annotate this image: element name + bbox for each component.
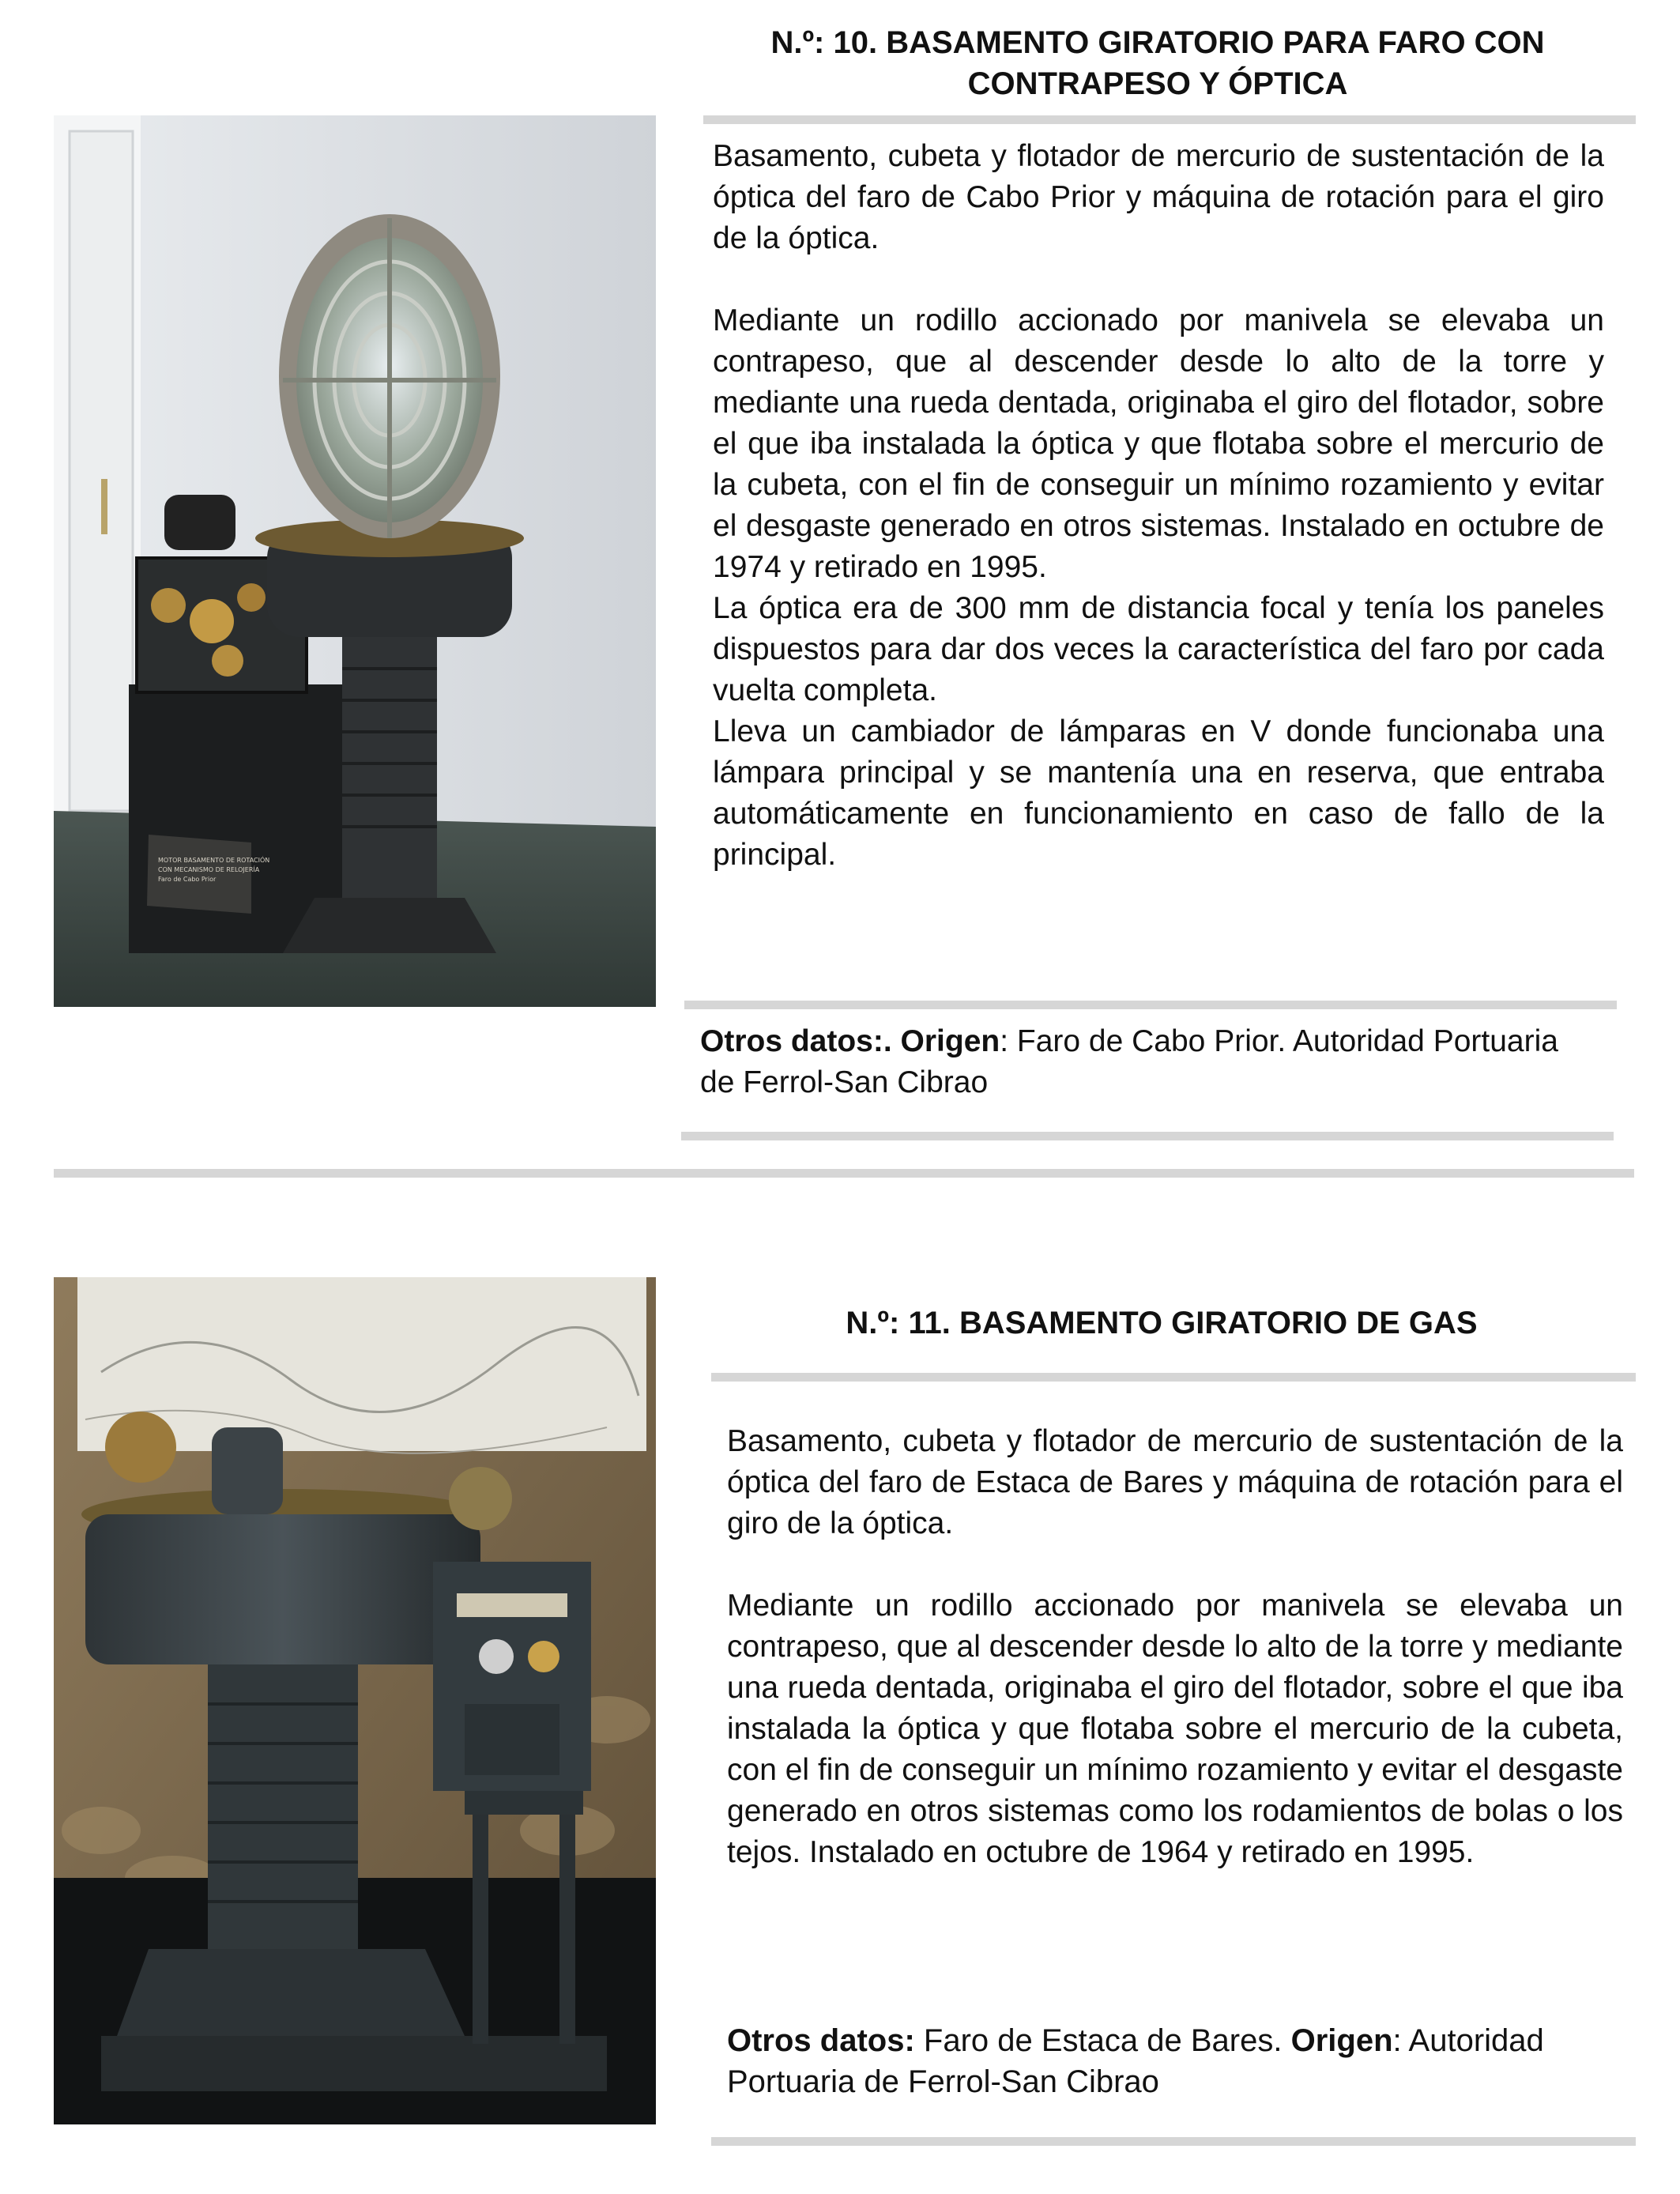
- item10-title-line1: N.º: 10. BASAMENTO GIRATORIO PARA FARO CON: [770, 25, 1545, 60]
- item10-description: [713, 136, 1604, 876]
- plaque-line-1: MOTOR BASAMENTO DE ROTACIÓN: [158, 857, 270, 864]
- item11-photo: [54, 1277, 656, 2124]
- item10-paragraph-3: La óptica era de 300 mm de distancia focal y tenía los paneles dispuestos para dar dos veces la característica del faro por cada vuelta completa.: [713, 591, 1604, 707]
- item11-paragraph-1: Basamento, cubeta y flotador de mercurio de sustentación de la óptica del faro de Estaca de Bares y máquina de rotación para el giro de la óptica.: [727, 1424, 1623, 1540]
- section-divider: [54, 1169, 1634, 1178]
- item10-origin-label: Origen: [900, 1024, 1000, 1058]
- item10-foot-rule-bottom: [681, 1132, 1614, 1140]
- item10-other-data-sep: .: [883, 1024, 901, 1058]
- gas-rotation-base-photo: [54, 1277, 656, 2124]
- item11-title-rule: [711, 1373, 1636, 1382]
- item10-paragraph-1: Basamento, cubeta y flotador de mercurio de sustentación de la óptica del faro de Cabo Prior y máquina de rotación para el giro de la óptica.: [713, 139, 1604, 255]
- item10-foot-rule-top: [684, 1001, 1617, 1009]
- item10-photo: [54, 115, 656, 1007]
- item10-paragraph-4: Lleva un cambiador de lámparas en V donde funcionaba una lámpara principal y se mantenía una en reserva, que entraba automáticamente en funcionamiento en caso de fallo de la principal.: [713, 714, 1604, 872]
- item11-title: N.º: 11. BASAMENTO GIRATORIO DE GAS: [846, 1306, 1478, 1340]
- item10-other-data-label: Otros datos:: [700, 1024, 883, 1058]
- item10-origin-text: : Faro de Cabo Prior. Autoridad Portuaria de Ferrol-San Cibrao: [700, 1024, 1558, 1099]
- lighthouse-optic-photo: [54, 115, 656, 1007]
- item10-paragraph-2: Mediante un rodillo accionado por manivela se elevaba un contrapeso, que al descender desde lo alto de la torre y mediante una rueda dentada, originaba el giro del flotador, sobre el que iba instalada la óptica y que flotaba sobre el mercurio de la cubeta, con el fin de conseguir un mínimo rozamiento y evitar el desgaste generado en otros sistemas. Instalado en octubre de 1974 y retirado en 1995.: [713, 303, 1604, 584]
- item11-origin-label: Origen: [1290, 2023, 1393, 2058]
- plaque-line-2: CON MECANISMO DE RELOJERÍA: [158, 866, 260, 873]
- item11-paragraph-2: Mediante un rodillo accionado por manivela se elevaba un contrapeso, que al descender desde lo alto de la torre y mediante una rueda dentada, originaba el giro del flotador, sobre el que iba instalada la óptica y que flotaba sobre el mercurio de la cubeta, con el fin de conseguir un mínimo rozamiento y evitar el desgaste generado en otros sistemas como los rodamientos de bolas o los tejos. Instalado en octubre de 1964 y retirado en 1995.: [727, 1589, 1623, 1869]
- plaque-line-3: Faro de Cabo Prior: [158, 876, 217, 883]
- item11-description: [727, 1421, 1623, 1873]
- item11-other-data: [727, 2020, 1623, 2102]
- item10-title-line2: CONTRAPESO Y ÓPTICA: [967, 66, 1348, 101]
- item11-other-data-label: Otros datos:: [727, 2023, 915, 2058]
- item11-origin-text: : Autoridad Portuaria de Ferrol-San Cibrao: [727, 2023, 1544, 2099]
- item10-title: [695, 22, 1620, 104]
- item11-foot-rule-bottom: [711, 2137, 1636, 2146]
- item10-title-rule: [703, 115, 1636, 124]
- item10-other-data: [700, 1021, 1593, 1103]
- item11-other-data-text: Faro de Estaca de Bares.: [914, 2023, 1291, 2058]
